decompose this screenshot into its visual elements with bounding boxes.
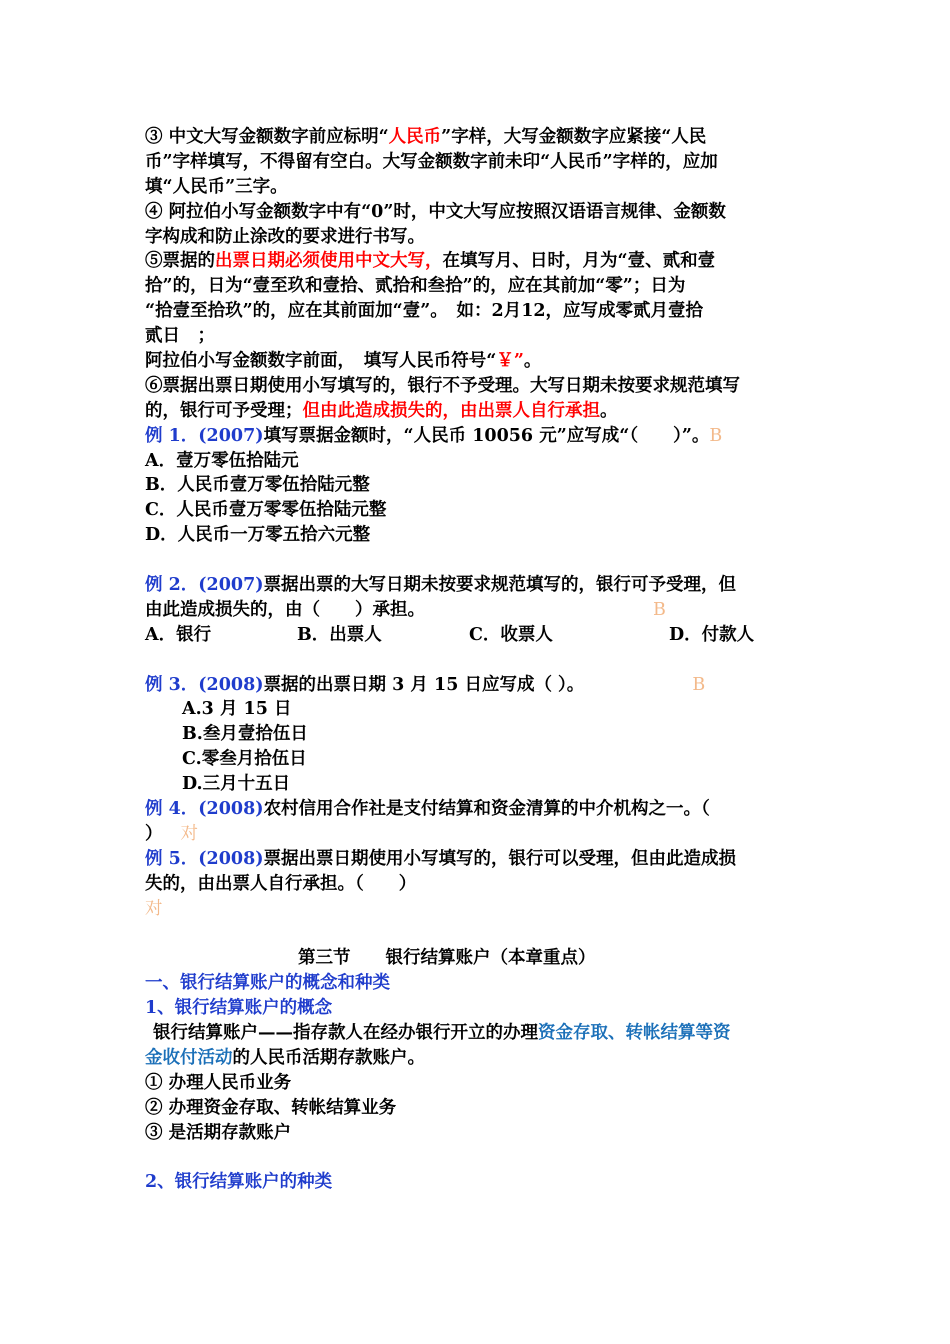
example-2-question-line-2: 由此造成损失的，由（ ）承担。 B (145, 599, 666, 620)
highlight-rmb: 人民币 (388, 127, 442, 147)
example-5-question-line-2: 失的，由出票人自行承担。（ ） (145, 873, 417, 894)
example-3-option: D.三月十五日 (182, 774, 291, 795)
example-1-option: C．人民币壹万零零伍拾陆元整 (145, 500, 387, 521)
example-1-option: D．人民币一万零五拾六元整 (145, 525, 371, 546)
example-3-option: A.3 月 15 日 (182, 699, 292, 720)
para-5-line-1: ⑤票据的出票日期必须使用中文大写，在填写月、日时，月为“壹、贰和壹 (145, 251, 716, 272)
heading-1-2: 2、银行结算账户的种类 (145, 1172, 333, 1193)
example-3-option: C.零叁月拾伍日 (182, 749, 307, 770)
para-4-line-1: ④ 阿拉伯小写金额数字中有“0”时，中文大写应按照汉语语言规律、金额数 (145, 201, 726, 222)
example-5-answer: 对 (145, 898, 163, 919)
example-2-question-line-1: 例 2．(2007)票据出票的大写日期未按要求规范填写的，银行可予受理，但 (145, 575, 737, 596)
example-4-answer: 对 (180, 823, 198, 844)
section-title: 第三节 银行结算账户（本章重点） (298, 948, 596, 969)
para-5-line-3: “拾壹至拾玖”的，应在其前面加“壹”。 如：2月12，应写成零贰月壹拾 (145, 301, 704, 322)
para-3-line-1: ③ 中文大写金额数字前应标明“人民币”字样，大写金额数字应紧接“人民 (145, 127, 707, 147)
para-6-line-1: ⑥票据出票日期使用小写填写的，银行不予受理。大写日期未按要求规范填写 (145, 375, 740, 396)
example-1-option: A．壹万零伍拾陆元 (145, 450, 299, 471)
example-3-answer: B (692, 674, 706, 695)
example-2-answer: B (653, 599, 666, 620)
para-6-line-2: 的，银行可予受理；但由此造成损失的，由出票人自行承担。 (145, 400, 618, 421)
example-3-option: B.叁月壹拾伍日 (182, 724, 308, 745)
highlight-activity: 资金存取、转帐结算等资 (538, 1023, 731, 1044)
list-item: ① 办理人民币业务 (145, 1072, 292, 1093)
example-3-question: 例 3．(2008)票据的出票日期 3 月 15 日应写成（ ）。 B (145, 674, 706, 695)
example-1-answer: B (709, 425, 723, 446)
example-1-question: 例 1．(2007)填写票据金额时，“人民币 10056 元”应写成“（ ）”。B (145, 425, 723, 446)
definition-line-1: 银行结算账户——指存款人在经办银行开立的办理资金存取、转帐结算等资 (153, 1023, 731, 1044)
list-item: ③ 是活期存款账户 (145, 1122, 292, 1143)
list-item: ② 办理资金存取、转帐结算业务 (145, 1097, 397, 1118)
para-5-line-5: 阿拉伯小写金额数字前面， 填写人民币符号“￥”。 (145, 351, 542, 372)
example-5-question-line-1: 例 5．(2008)票据出票日期使用小写填写的，银行可以受理，但由此造成损 (145, 848, 737, 869)
example-1-option: B．人民币壹万零伍拾陆元整 (145, 475, 370, 496)
para-5-line-4: 贰日 ； (145, 326, 215, 347)
para-5-line-2: 拾”的，日为“壹至玖和壹拾、贰拾和叁拾”的，应在其前加“零”；日为 (145, 276, 686, 297)
heading-1: 一、银行结算账户的概念和种类 (145, 973, 390, 994)
document-page (145, 125, 810, 1195)
para-3-line-2: 币”字样填写，不得留有空白。大写金额数字前未印“人民币”字样的，应加 (145, 151, 718, 172)
para-4-line-2: 字构成和防止涂改的要求进行书写。 (145, 226, 425, 247)
example-2-options: A．银行 B．出票人 C．收票人 D．付款人 (145, 624, 755, 645)
definition-line-2: 金收付活动的人民币活期存款账户。 (145, 1047, 425, 1068)
example-4-question-line-1: 例 4．(2008)农村信用合作社是支付结算和资金清算的中介机构之一。（ (145, 799, 710, 820)
heading-1-1: 1、银行结算账户的概念 (145, 998, 333, 1019)
highlight-date-rule: 出票日期必须使用中文大写， (215, 251, 443, 272)
example-4-question-line-2: ） 对 (145, 823, 198, 844)
para-3-line-3: 填“人民币”三字。 (145, 176, 288, 197)
highlight-loss-rule: 但由此造成损失的，由出票人自行承担 (302, 400, 600, 421)
yuan-symbol: ￥” (496, 351, 524, 372)
